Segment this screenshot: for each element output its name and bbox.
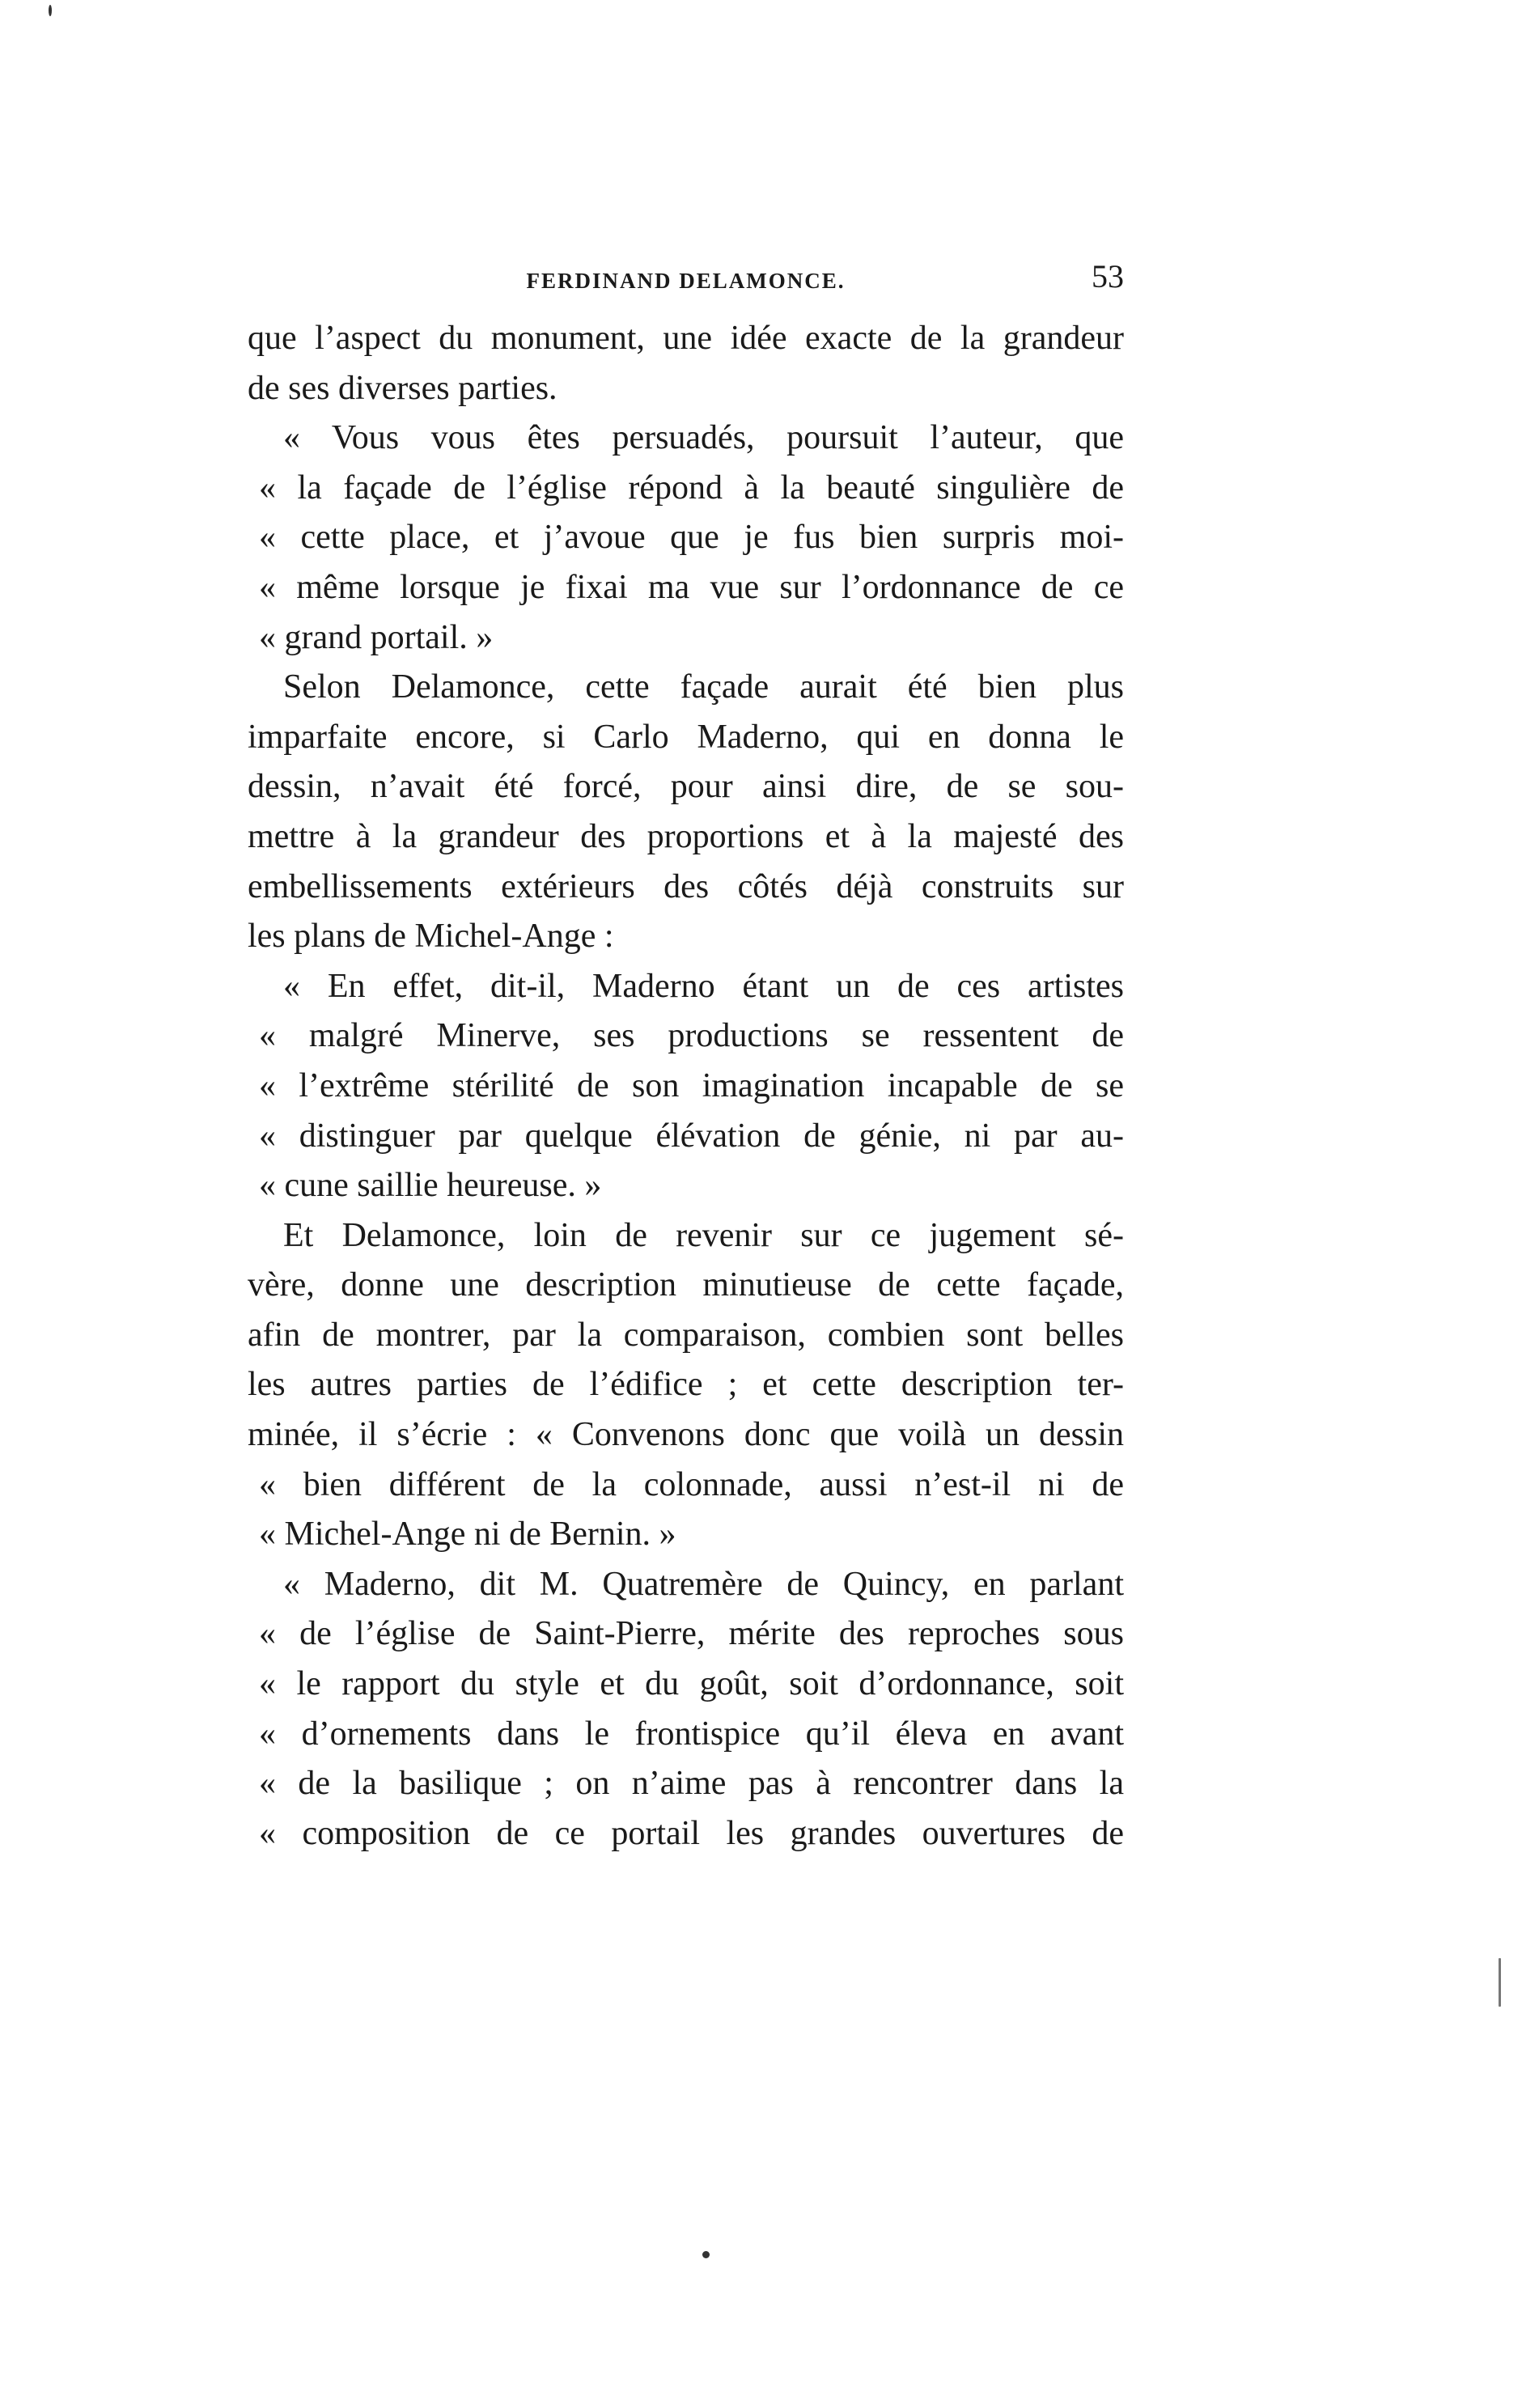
text-line: « Vous vous êtes persuadés, poursuit l’auteur, que [283,419,1124,457]
text-line: « de la basilique ; on n’aime pas à rencontrer dans la [259,1765,1124,1803]
page-header [248,257,1124,306]
text-line: « de l’église de Saint-Pierre, mérite des reproches sous [259,1615,1124,1653]
text-line: Selon Delamonce, cette façade aurait été bien plus [283,668,1124,706]
text-line: « distinguer par quelque élévation de génie, ni par au- [259,1117,1124,1155]
text-line: « cune saillie heureuse. » [259,1167,602,1205]
body-text [248,314,1124,1859]
scan-speck [1499,1958,1501,2007]
text-line: afin de montrer, par la comparaison, combien sont belles [248,1316,1124,1354]
text-line: « même lorsque je fixai ma vue sur l’ordonnance de ce [259,568,1124,606]
text-line: « cette place, et j’avoue que je fus bien surpris moi- [259,519,1124,557]
page-number: 53 [1092,258,1124,295]
scan-speck [702,2251,710,2258]
text-line: « bien différent de la colonnade, aussi n’est-il ni de [259,1465,1124,1503]
text-line: « le rapport du style et du goût, soit d’ordonnance, soit [259,1665,1124,1703]
text-line: « grand portail. » [259,618,494,656]
text-line: les plans de Michel-Ange : [248,918,614,956]
text-line: minée, il s’écrie : « Convenons donc que voilà un dessin [248,1416,1124,1454]
text-line: embellissements extérieurs des côtés déjà construits sur [248,867,1124,905]
text-line: « d’ornements dans le frontispice qu’il éleva en avant [259,1715,1124,1753]
text-line: « la façade de l’église répond à la beauté singulière de [259,468,1124,507]
text-line: « malgré Minerve, ses productions se ressentent de [259,1017,1124,1055]
scan-speck [49,5,52,16]
text-line: « composition de ce portail les grandes ouvertures de [259,1814,1124,1852]
text-line: « En effet, dit-il, Maderno étant un de ces artistes [283,967,1124,1005]
text-line: Et Delamonce, loin de revenir sur ce jugement sé- [283,1216,1124,1254]
text-line: « Michel-Ange ni de Bernin. » [259,1516,676,1554]
text-line: dessin, n’avait été forcé, pour ainsi dire, de se sou- [248,768,1124,806]
text-line: les autres parties de l’édifice ; et cette description ter- [248,1366,1124,1404]
text-line: que l’aspect du monument, une idée exacte de la grandeur [248,320,1124,357]
text-line: « l’extrême stérilité de son imagination incapable de se [259,1066,1124,1104]
text-line: « Maderno, dit M. Quatremère de Quincy, en parlant [283,1565,1124,1603]
text-line: vère, donne une description minutieuse de cette façade, [248,1266,1124,1304]
running-title: FERDINAND DELAMONCE. [526,269,846,293]
text-line: imparfaite encore, si Carlo Maderno, qui en donna le [248,718,1124,756]
text-line: mettre à la grandeur des proportions et à la majesté des [248,817,1124,855]
text-line: de ses diverses parties. [248,369,558,407]
